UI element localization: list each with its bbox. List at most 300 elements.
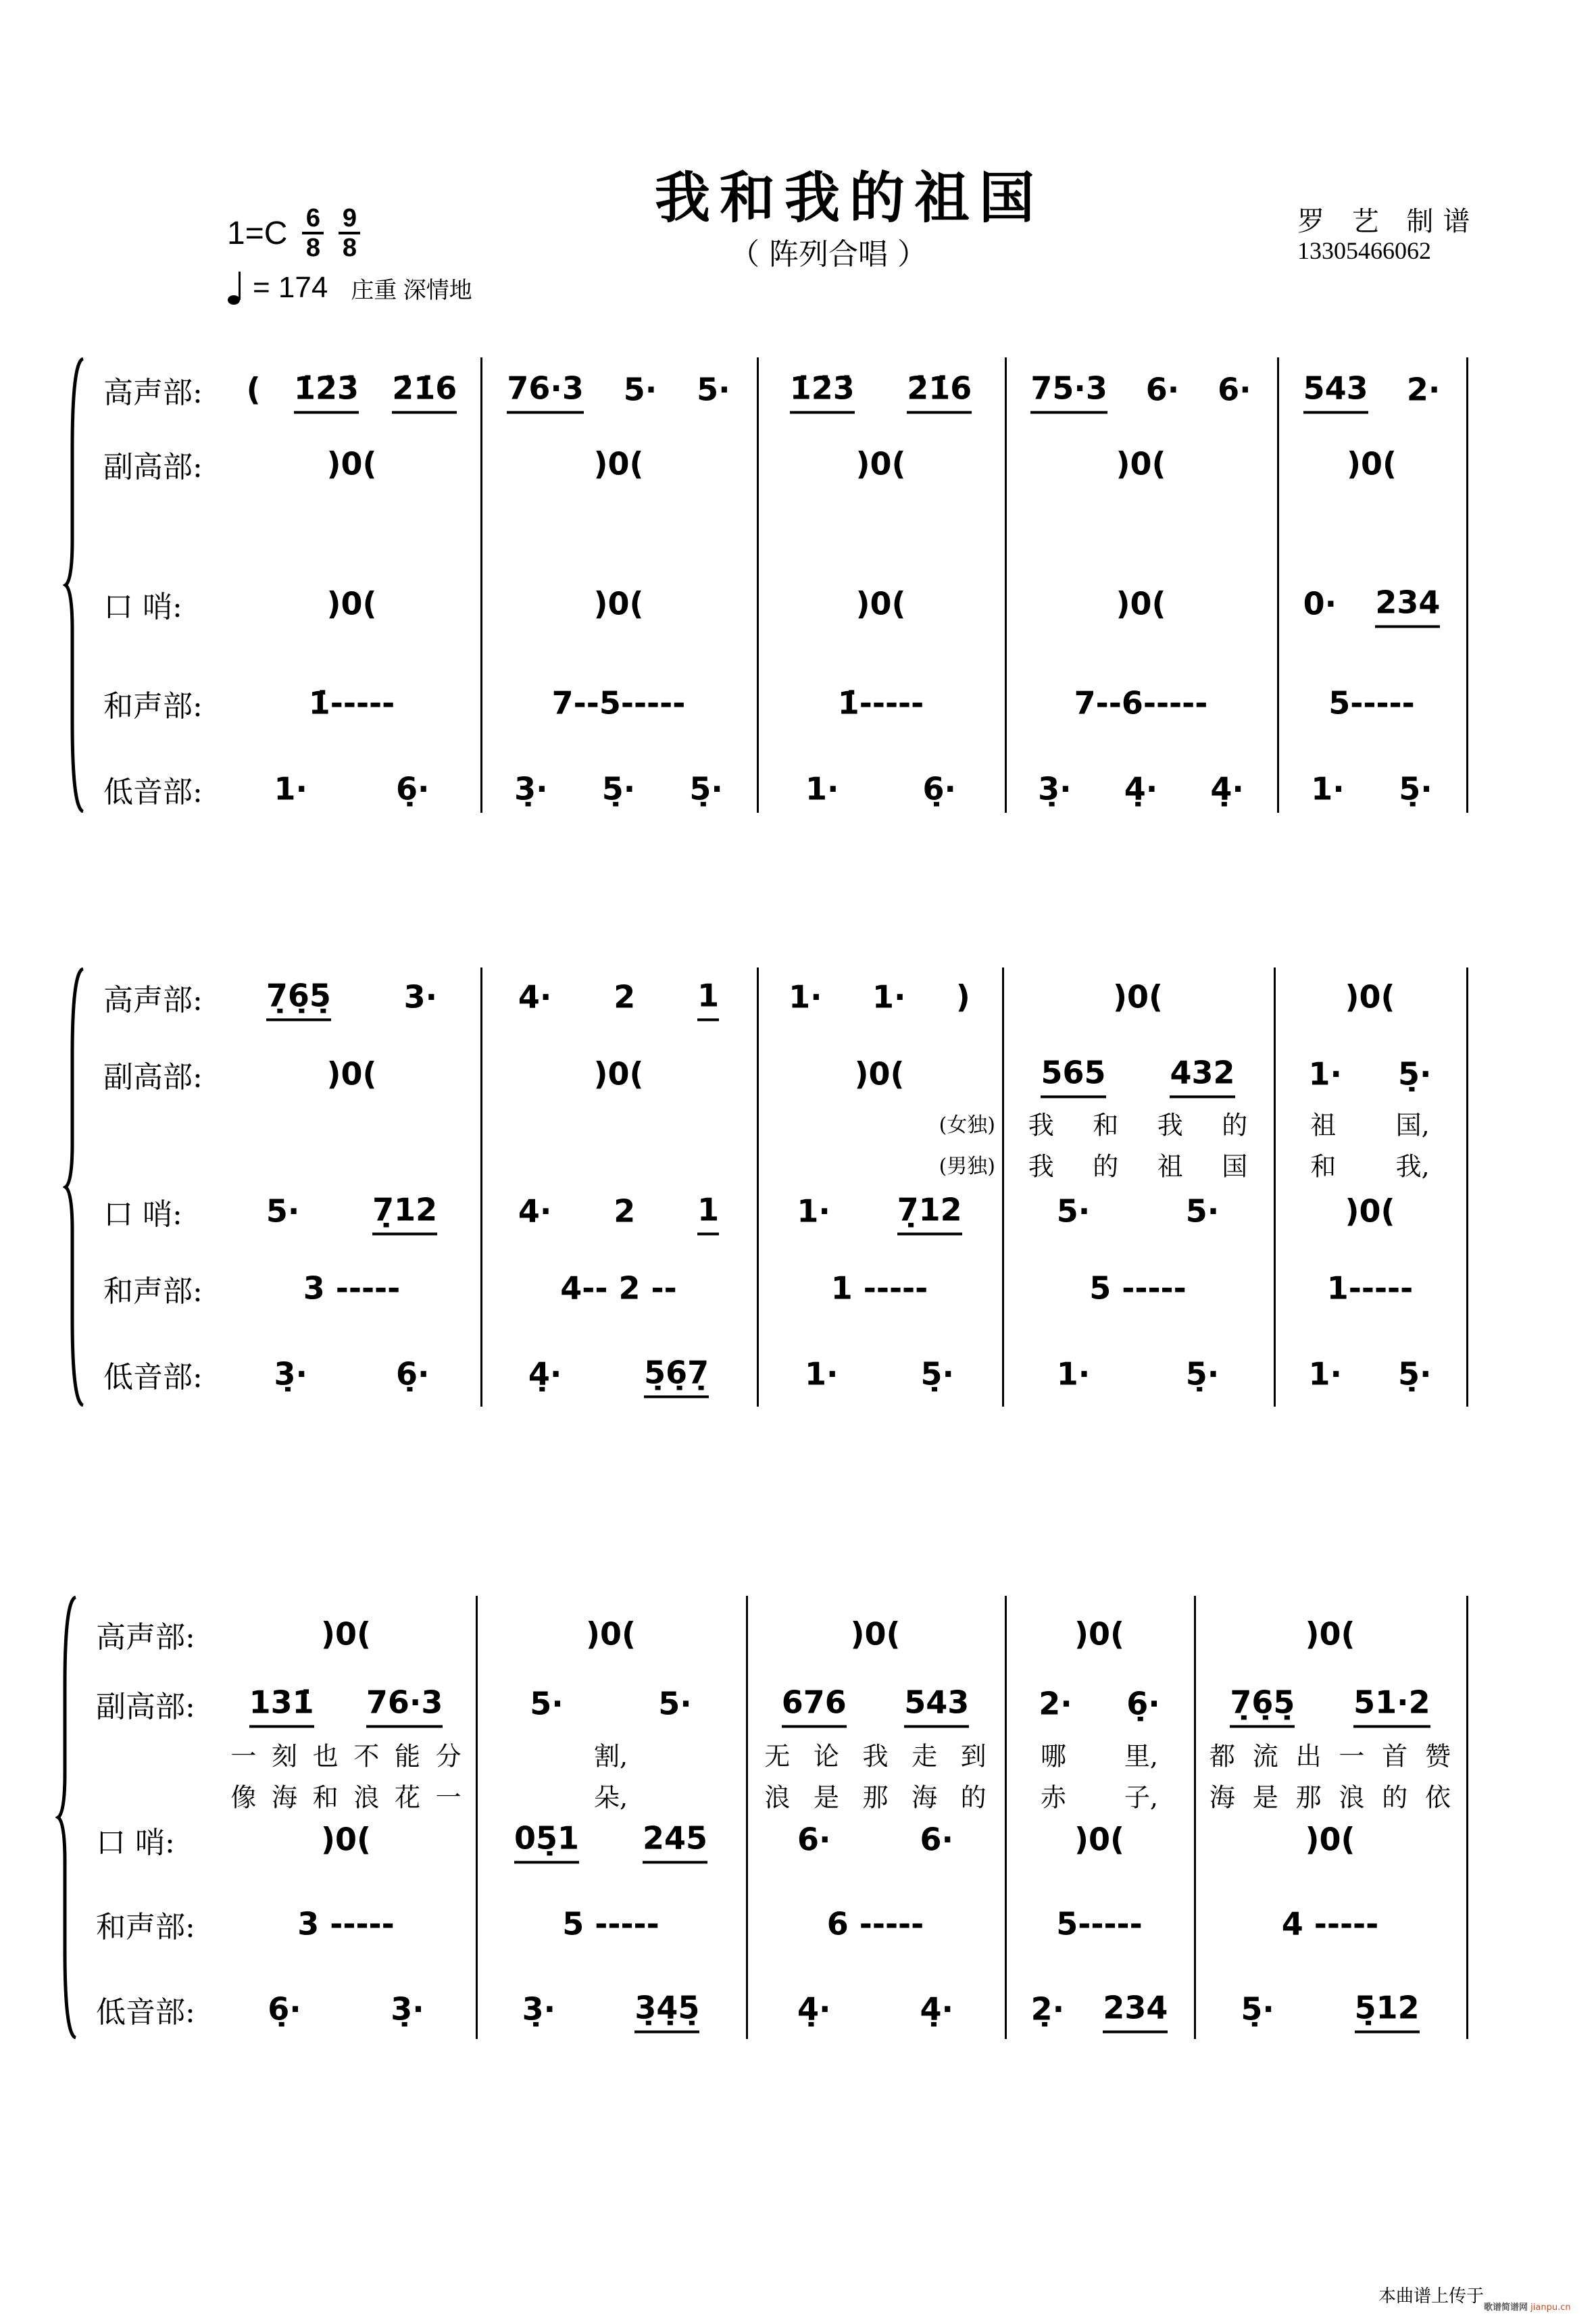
voice-label: 低音部: — [96, 1995, 195, 2030]
lyrics-measure — [1280, 1146, 1460, 1183]
beamed-note-group: 7̣12 — [372, 1187, 437, 1235]
note: )0( — [1074, 1615, 1125, 1653]
lyric-syllable: 走 — [912, 1741, 938, 1771]
note: )0( — [1112, 978, 1164, 1015]
measure — [487, 1265, 750, 1311]
note: 5· — [697, 371, 730, 408]
measure — [764, 680, 998, 726]
barline — [757, 357, 759, 813]
note: 1· — [805, 770, 839, 807]
note: )0( — [1346, 445, 1397, 482]
measure — [753, 1817, 998, 1862]
lyric-syllable: 的 — [1382, 1782, 1408, 1813]
measure — [487, 1350, 750, 1398]
system-brace — [63, 357, 90, 813]
note: 1· — [1311, 770, 1345, 807]
note: 1· — [274, 770, 307, 807]
beamed-note-group: 1 — [697, 1187, 719, 1235]
lyrics-measure — [1009, 1146, 1267, 1183]
lyric-syllable: 国 — [1222, 1151, 1248, 1182]
lyrics-measure — [223, 1736, 469, 1773]
measure — [223, 1986, 469, 2032]
measure — [1012, 1681, 1187, 1726]
beamed-note-group: 7̣6̣5̣ — [266, 973, 331, 1021]
measure — [1201, 1985, 1460, 2033]
note: 5· — [1185, 1192, 1220, 1230]
beamed-note-group: 3̣4̣5̣ — [634, 1985, 699, 2033]
note: 5----- — [1328, 684, 1415, 722]
voice-label: 口 哨: — [103, 1197, 182, 1232]
note: 2 — [614, 1192, 636, 1230]
barline — [1466, 357, 1468, 813]
note: 5· — [623, 371, 657, 408]
measure — [1280, 1051, 1460, 1097]
measure — [223, 1817, 469, 1862]
note: 7--6----- — [1074, 684, 1208, 722]
beamed-note-group: 432 — [1170, 1050, 1235, 1098]
lyric-syllable: 我 — [1028, 1151, 1054, 1182]
barline — [757, 967, 759, 1407]
note: 6̣· — [922, 770, 956, 807]
lyrics-measure — [1201, 1736, 1460, 1773]
measure — [230, 1265, 474, 1311]
measure — [1009, 974, 1267, 1020]
note: )0( — [593, 445, 644, 482]
barline — [1466, 1596, 1468, 2039]
lyrics-measure — [753, 1777, 998, 1814]
note: )0( — [1116, 585, 1166, 622]
measure — [1284, 441, 1460, 486]
note: 1̇----- — [308, 684, 395, 722]
beamed-note-group: 565 — [1041, 1050, 1105, 1098]
note: 3̣· — [522, 1990, 556, 2028]
voice-label: 口 哨: — [96, 1826, 175, 1860]
lyric-syllable: 海 — [271, 1782, 297, 1813]
note: 5̣· — [1399, 770, 1432, 807]
measure — [1009, 1265, 1267, 1311]
measure — [1012, 766, 1270, 811]
note: )0( — [854, 1055, 905, 1092]
beamed-note-group: 05̣1 — [514, 1815, 579, 1863]
note: )0( — [1345, 1192, 1395, 1230]
note: 3 ----- — [297, 1905, 395, 1942]
beamed-note-group: 676 — [782, 1680, 847, 1728]
note: 5̣· — [1185, 1355, 1220, 1392]
lyric-syllable: 祖 — [1310, 1110, 1337, 1140]
lyrics-measure — [1280, 1105, 1460, 1142]
time-den: 8 — [342, 234, 357, 262]
key-signature — [227, 206, 360, 260]
lyric-syllable: 国, — [1395, 1110, 1430, 1140]
key-text: 1=C — [227, 215, 288, 251]
note: 3̣· — [514, 770, 548, 807]
lyric-syllable: 的 — [960, 1782, 987, 1813]
measure — [487, 973, 750, 1021]
note: )0( — [1345, 978, 1395, 1015]
beamed-note-group: 1̇2̇3̇ — [790, 366, 855, 413]
note: )0( — [855, 445, 906, 482]
measure — [1012, 581, 1270, 626]
site-domain: jianpu.cn — [1530, 2303, 1571, 2313]
note: 6̣· — [268, 1990, 301, 2028]
beamed-note-group: 2̇1̇6 — [907, 366, 972, 413]
lyric-syllable: 到 — [960, 1741, 987, 1771]
note: 5· — [658, 1685, 692, 1722]
note: )0( — [320, 1821, 372, 1858]
note: 4· — [518, 978, 552, 1015]
measure — [230, 766, 474, 811]
measure — [1280, 1351, 1460, 1397]
time-den: 8 — [305, 234, 320, 262]
measure — [487, 1187, 750, 1235]
note: 1· — [872, 978, 906, 1015]
voice-label: 口 哨: — [103, 590, 182, 624]
barline — [1194, 1596, 1196, 2039]
lyrics-measure — [1009, 1105, 1267, 1142]
note: 0· — [1303, 585, 1337, 622]
measure — [230, 1187, 474, 1235]
barline — [1005, 1596, 1007, 2039]
note: 5̣· — [1241, 1990, 1274, 2028]
voice-label: 副高部: — [96, 1690, 195, 1724]
measure — [764, 1351, 995, 1397]
note: 5· — [266, 1192, 300, 1230]
lyric-syllable: 出 — [1295, 1741, 1322, 1771]
lyric-syllable: 能 — [394, 1741, 420, 1771]
note: 4̣· — [797, 1990, 831, 2028]
note: 1 ----- — [830, 1269, 928, 1307]
measure — [1009, 1050, 1267, 1098]
lyric-syllable: 海 — [912, 1782, 938, 1813]
lyrics-measure — [223, 1777, 469, 1814]
note: )0( — [855, 585, 906, 622]
lyric-syllable: 那 — [862, 1782, 889, 1813]
lyric-voice-label: (女独) — [939, 1113, 995, 1137]
note: 6· — [1218, 371, 1251, 408]
note: 1· — [789, 978, 822, 1015]
lyric-syllable: 不 — [353, 1741, 380, 1771]
note: 4̣· — [528, 1355, 562, 1392]
voice-label: 高声部: — [103, 983, 203, 1017]
measure — [230, 1351, 474, 1397]
lyric-syllable: 浪 — [1339, 1782, 1365, 1813]
lyric-syllable: 我 — [1157, 1110, 1183, 1140]
measure — [1284, 366, 1460, 413]
beamed-note-group: 234 — [1103, 1985, 1168, 2033]
beamed-note-group: 1 — [697, 973, 719, 1021]
lyric-syllable: 的 — [1093, 1151, 1119, 1182]
measure — [487, 766, 750, 811]
song-title: 我和我的祖国 — [654, 166, 1044, 230]
note: 5----- — [1056, 1905, 1143, 1942]
lyric-syllable: 都 — [1209, 1741, 1235, 1771]
lyric-syllable: 朵, — [593, 1782, 628, 1813]
note: 5̣· — [920, 1355, 954, 1392]
measure — [482, 1985, 739, 2033]
lyric-syllable: 赤 — [1040, 1782, 1066, 1813]
time-num: 9 — [342, 204, 357, 232]
measure — [230, 366, 474, 413]
beamed-note-group: 5̣12 — [1355, 1985, 1420, 2033]
tempo-marking — [227, 270, 472, 305]
note: 1· — [1308, 1355, 1342, 1392]
lyric-syllable: 首 — [1382, 1741, 1408, 1771]
measure — [1280, 1265, 1460, 1311]
note: 6̣· — [396, 770, 430, 807]
note: 1· — [1056, 1355, 1091, 1392]
note: 5̣· — [689, 770, 723, 807]
barline — [1466, 967, 1468, 1407]
note: 6· — [920, 1821, 953, 1858]
lyrics-measure — [1012, 1736, 1187, 1773]
lyric-syllable: 分 — [435, 1741, 462, 1771]
note: 4̣· — [1210, 770, 1244, 807]
beamed-note-group: 75·3 — [1030, 366, 1107, 413]
barline — [476, 1596, 478, 2039]
note: 5· — [530, 1685, 564, 1722]
time-signature-1 — [302, 206, 324, 260]
measure — [1280, 1188, 1460, 1234]
note: 2̣· — [1030, 1990, 1065, 2028]
measure — [764, 1265, 995, 1311]
note: )0( — [1305, 1821, 1355, 1858]
measure — [230, 581, 474, 626]
lyrics-measure — [753, 1736, 998, 1773]
measure — [1201, 1901, 1460, 1946]
beamed-note-group: 543 — [904, 1680, 969, 1728]
measure — [487, 581, 750, 626]
note: 4̣· — [920, 1990, 953, 2028]
beamed-note-group: 245 — [643, 1815, 707, 1863]
lyric-syllable: 割, — [593, 1741, 628, 1771]
system-brace — [63, 967, 90, 1407]
voice-label: 副高部: — [103, 450, 203, 484]
note: 5 ----- — [1089, 1269, 1187, 1307]
measure — [1201, 1817, 1460, 1862]
beamed-note-group: 234 — [1375, 580, 1440, 628]
measure — [487, 680, 750, 726]
time-num: 6 — [305, 204, 320, 232]
note: )0( — [1305, 1615, 1355, 1653]
note: 2 — [614, 978, 636, 1015]
beamed-note-group: 2̇1̇6 — [392, 366, 457, 413]
barline — [1277, 357, 1279, 813]
measure — [753, 1901, 998, 1946]
measure — [1012, 441, 1270, 486]
measure — [1284, 766, 1460, 811]
upload-note: 本曲谱上传于 — [1378, 2286, 1485, 2307]
measure — [1012, 1611, 1187, 1657]
barline — [1274, 967, 1276, 1407]
measure — [1284, 680, 1460, 726]
note: 4̣· — [1124, 770, 1158, 807]
time-signature-2 — [339, 206, 360, 260]
barline — [480, 967, 482, 1407]
measure — [223, 1611, 469, 1657]
note: 6· — [1145, 371, 1180, 408]
measure — [230, 1051, 474, 1097]
note: )0( — [850, 1615, 901, 1653]
note: 5 ----- — [562, 1905, 659, 1942]
beamed-note-group: 7̣12 — [897, 1187, 962, 1235]
lyric-syllable: 也 — [312, 1741, 339, 1771]
note: ) — [955, 978, 970, 1015]
beamed-note-group: 51·2 — [1353, 1680, 1430, 1728]
quarter-note-icon — [227, 270, 245, 305]
system-brace — [55, 1596, 82, 2039]
beamed-note-group: 543 — [1303, 366, 1368, 413]
beamed-note-group: 5̣6̣7̣ — [644, 1350, 709, 1398]
measure — [487, 366, 750, 413]
note: 6· — [797, 1821, 831, 1858]
lyric-syllable: 无 — [764, 1741, 791, 1771]
lyric-syllable: 浪 — [353, 1782, 380, 1813]
note: 3̣· — [391, 1990, 424, 2028]
lyric-syllable: 一 — [230, 1741, 257, 1771]
lyric-syllable: 子, — [1124, 1782, 1159, 1813]
note: 4-- 2 -- — [560, 1269, 677, 1307]
measure — [764, 366, 998, 413]
measure — [482, 1681, 739, 1726]
note: )0( — [585, 1615, 637, 1653]
site-watermark — [1484, 2300, 1571, 2313]
lyric-syllable: 我 — [862, 1741, 889, 1771]
phone-number: 13305466062 — [1297, 237, 1431, 264]
voice-label: 高声部: — [103, 376, 203, 410]
measure — [482, 1815, 739, 1863]
lyric-syllable: 赞 — [1425, 1741, 1451, 1771]
measure — [764, 441, 998, 486]
measure — [230, 973, 474, 1021]
measure — [1284, 580, 1460, 628]
lyric-syllable: 花 — [394, 1782, 420, 1813]
note: 3̣· — [1038, 770, 1072, 807]
lyric-syllable: 的 — [1222, 1110, 1248, 1140]
beamed-note-group: 1̇2̇3̇ — [294, 366, 359, 413]
note: 2· — [1406, 371, 1441, 408]
note: )0( — [1116, 445, 1166, 482]
lyric-syllable: 和 — [1093, 1110, 1119, 1140]
voice-label: 副高部: — [103, 1060, 203, 1095]
lyric-syllable: 我 — [1028, 1110, 1054, 1140]
note: ( — [246, 371, 261, 408]
note: 5· — [1056, 1192, 1091, 1230]
measure — [1012, 1901, 1187, 1946]
lyric-syllable: 和 — [312, 1782, 339, 1813]
measure — [1201, 1680, 1460, 1728]
lyric-syllable: 一 — [435, 1782, 462, 1813]
measure — [764, 1051, 995, 1097]
measure — [482, 1611, 739, 1657]
note: 6 ----- — [826, 1905, 924, 1942]
lyric-syllable: 我, — [1395, 1151, 1430, 1182]
measure — [753, 1680, 998, 1728]
lyric-syllable: 祖 — [1157, 1151, 1183, 1182]
note: )0( — [593, 1055, 644, 1092]
site-name: 歌谱简谱网 — [1484, 2303, 1528, 2313]
voice-label: 和声部: — [103, 689, 203, 724]
voice-label: 低音部: — [103, 1360, 203, 1394]
measure — [1280, 974, 1460, 1020]
measure — [487, 441, 750, 486]
note: 7--5----- — [551, 684, 686, 722]
note: )0( — [326, 585, 377, 622]
lyric-syllable: 浪 — [764, 1782, 791, 1813]
lyrics-measure — [482, 1777, 739, 1814]
note: 5̣· — [601, 770, 636, 807]
note: 1----- — [1326, 1269, 1414, 1307]
voice-label: 低音部: — [103, 775, 203, 809]
measure — [1201, 1611, 1460, 1657]
lyric-syllable: 论 — [813, 1741, 839, 1771]
lyric-syllable: 是 — [1252, 1782, 1278, 1813]
composer: 罗 艺 制谱 — [1297, 206, 1480, 237]
lyric-syllable: 海 — [1209, 1782, 1235, 1813]
note: )0( — [593, 585, 644, 622]
measure — [223, 1901, 469, 1946]
note: )0( — [326, 445, 377, 482]
measure — [753, 1986, 998, 2032]
note: )0( — [320, 1615, 372, 1653]
measure — [230, 680, 474, 726]
note: 1· — [1308, 1055, 1342, 1092]
lyric-syllable: 一 — [1339, 1741, 1365, 1771]
measure — [1012, 680, 1270, 726]
lyrics-measure — [1012, 1777, 1187, 1814]
measure — [1009, 1188, 1267, 1234]
voice-label: 高声部: — [96, 1620, 195, 1655]
note: 3̣· — [274, 1355, 307, 1392]
beamed-note-group: 76·3 — [366, 1680, 443, 1728]
measure — [487, 1051, 750, 1097]
measure — [1009, 1351, 1267, 1397]
beamed-note-group: 7̣6̣5̣ — [1230, 1680, 1295, 1728]
measure — [1012, 1985, 1187, 2033]
note: 5̣· — [1398, 1055, 1432, 1092]
measure — [230, 441, 474, 486]
measure — [764, 974, 995, 1020]
beamed-note-group: 131̇ — [249, 1680, 314, 1728]
measure — [753, 1611, 998, 1657]
voice-label: 和声部: — [96, 1910, 195, 1944]
note: 4 ----- — [1281, 1905, 1379, 1942]
measure — [223, 1680, 469, 1728]
tempo-value: = 174 — [253, 271, 328, 304]
note: )0( — [1074, 1821, 1125, 1858]
subtitle: （ 阵列合唱 ） — [730, 237, 927, 272]
note: 2· — [1039, 1685, 1072, 1722]
barline — [746, 1596, 748, 2039]
lyrics-measure — [1201, 1777, 1460, 1814]
measure — [764, 766, 998, 811]
note: 1̇----- — [837, 684, 924, 722]
lyrics-measure — [482, 1736, 739, 1773]
barline — [1002, 967, 1004, 1407]
lyric-syllable: 和 — [1310, 1151, 1337, 1182]
lyric-syllable: 依 — [1425, 1782, 1451, 1813]
lyric-syllable: 刻 — [271, 1741, 297, 1771]
note: )0( — [326, 1055, 377, 1092]
mood-text: 庄重 深情地 — [351, 277, 472, 303]
measure — [764, 1187, 995, 1235]
measure — [482, 1901, 739, 1946]
lyric-syllable: 流 — [1252, 1741, 1278, 1771]
barline — [1005, 357, 1007, 813]
barline — [480, 357, 482, 813]
measure — [1012, 1817, 1187, 1862]
note: 1· — [805, 1355, 839, 1392]
note: 3 ----- — [303, 1269, 401, 1307]
